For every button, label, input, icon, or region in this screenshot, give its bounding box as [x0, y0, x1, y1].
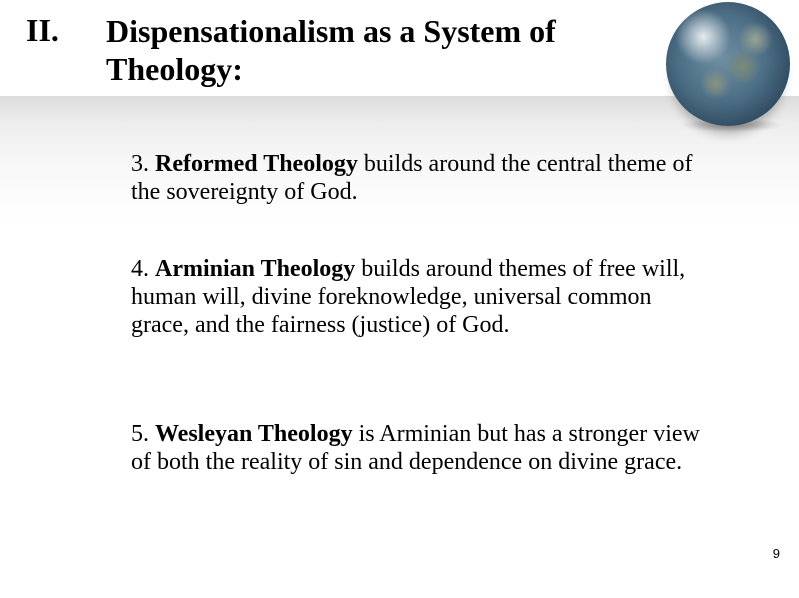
item-text: builds around themes of free will, human will, divine foreknowledge, universal common grace, and the fairness (justice) of God.	[131, 256, 686, 338]
list-item	[131, 420, 711, 476]
list-item	[131, 150, 711, 206]
item-term: Reformed Theology	[155, 151, 358, 177]
item-number: 4.	[131, 256, 149, 282]
item-term: Arminian Theology	[155, 256, 356, 282]
item-number: 3.	[131, 151, 149, 177]
list-item	[131, 255, 711, 339]
page-number: 9	[772, 546, 780, 561]
item-text: builds around the central theme of the sovereignty of God.	[131, 151, 693, 205]
item-term: Wesleyan Theology	[155, 421, 353, 447]
globe-icon	[666, 2, 790, 126]
item-text: is Arminian but has a stronger view of both the reality of sin and dependence on divine grace.	[131, 421, 700, 475]
section-number: II.	[26, 12, 59, 48]
item-number: 5.	[131, 421, 149, 447]
slide-title: Dispensationalism as a System of Theology:	[106, 13, 556, 87]
